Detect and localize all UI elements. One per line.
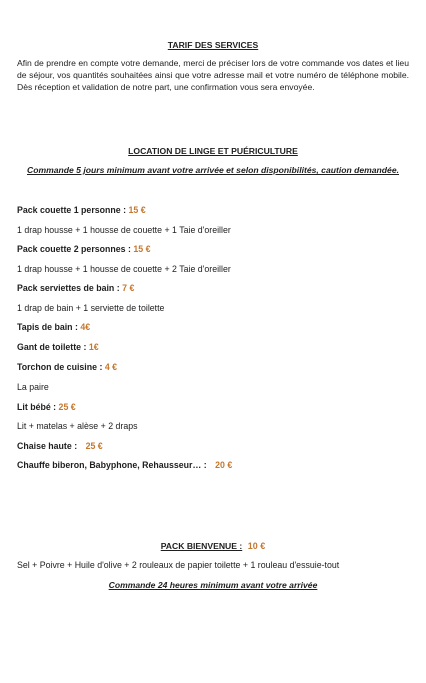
pack-couette-1-desc: 1 drap housse + 1 housse de couette + 1 Taie d'oreiller (17, 225, 231, 235)
gant-de-toilette-line (17, 342, 99, 353)
item-price: 7 € (122, 283, 135, 293)
item-price: 25 € (58, 402, 76, 412)
welcome-pack-heading (0, 541, 426, 553)
item-name: Lit bébé : (17, 402, 59, 412)
item-name: Pack couette 2 personnes : (17, 244, 134, 254)
intro-paragraph: Afin de prendre en compte votre demande, merci de préciser lors de votre commande vos dates et lieu de séjour, vos quantités souhaitées ainsi que votre adresse mail et votre numéro de téléphone mobile. Dès réception et validation de notre part, une confirmation vous sera envoyée. (17, 58, 409, 93)
welcome-order-condition: Commande 24 heures minimum avant votre arrivée (108, 580, 318, 590)
pack-serviettes-line (17, 283, 134, 294)
welcome-pack-title: PACK BIENVENUE : (160, 541, 243, 551)
item-price: 20 € (215, 460, 233, 470)
chaise-haute-line (17, 441, 103, 452)
item-price: 15 € (133, 244, 151, 254)
pack-serviettes-desc: 1 drap de bain + 1 serviette de toilette (17, 303, 165, 313)
item-price: 15 € (128, 205, 146, 215)
linen-order-condition: Commande 5 jours minimum avant votre arrivée et selon disponibilités, caution demandée. (26, 165, 399, 175)
item-name: Pack couette 1 personne : (17, 205, 129, 215)
item-name: Chauffe biberon, Babyphone, Rehausseur… : (17, 460, 210, 470)
welcome-pack-desc: Sel + Poivre + Huile d'olive + 2 rouleaux de papier toilette + 1 rouleau d'essuie-tout (17, 560, 340, 570)
lit-bebe-desc: Lit + matelas + alèse + 2 draps (17, 421, 138, 431)
item-price: 4€ (80, 322, 91, 332)
tapis-de-bain-line (17, 322, 90, 333)
chauffe-biberon-line (17, 460, 232, 471)
pack-couette-2-line (17, 244, 150, 255)
lit-bebe-line (17, 402, 76, 413)
pack-couette-1-line (17, 205, 146, 216)
services-title: TARIF DES SERVICES (167, 40, 259, 50)
item-name: Pack serviettes de bain : (17, 283, 123, 293)
item-name: Chaise haute : (17, 441, 80, 451)
pack-couette-2-desc: 1 drap housse + 1 housse de couette + 2 Taie d'oreiller (17, 264, 231, 274)
welcome-pack-price: 10 € (247, 541, 266, 551)
torchon-desc: La paire (17, 382, 49, 392)
linen-section-title: LOCATION DE LINGE ET PUÉRICULTURE (128, 146, 298, 156)
torchon-line (17, 362, 117, 373)
item-name: Torchon de cuisine : (17, 362, 105, 372)
item-name: Gant de toilette : (17, 342, 89, 352)
item-name: Tapis de bain : (17, 322, 81, 332)
item-price: 1€ (88, 342, 99, 352)
item-price: 4 € (104, 362, 118, 372)
item-price: 25 € (85, 441, 103, 451)
